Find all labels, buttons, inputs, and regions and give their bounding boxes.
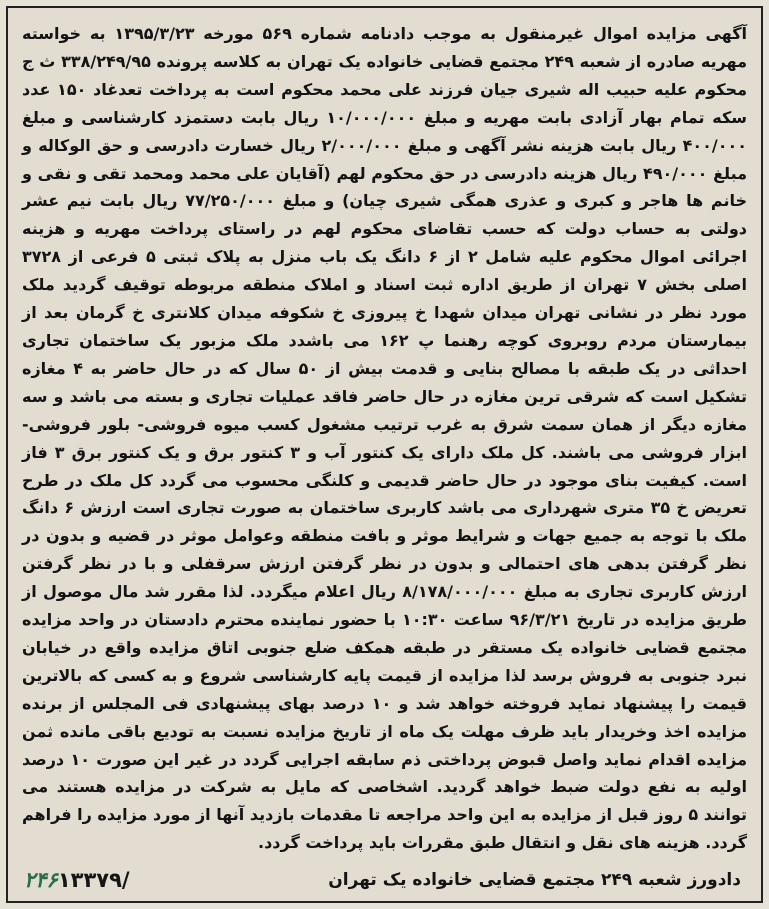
notice-footer — [14, 867, 755, 893]
handwritten-ref: ۲۴۶ — [24, 868, 58, 892]
notice-body-text: آگهی مزایده اموال غیرمنقول به موجب دادنامه شماره ۵۶۹ مورخه ۱۳۹۵/۳/۲۳ به خواسته مهریه صادره از شعبه ۲۴۹ مجتمع قضایی خانواده یک تهران به کلاسه پرونده ۳۳۸/۲۴۹/۹۵ ث ج محکوم علیه حبیب اله شیری جیان فرزند علی محمد محکوم است به پرداخت تعدغاد ۱۵۰ عدد سکه تمام بهار آزادی بابت مهریه و مبلغ ۱۰/۰۰۰/۰۰۰ ریال بابت دستمزد کارشناسی و مبلغ ۴۰۰/۰۰۰ ریال بابت هزینه نشر آگهی و مبلغ ۲/۰۰۰/۰۰۰ ریال خسارت دادرسی و حق الوکاله و مبلغ ۴۹۰/۰۰۰ ریال هزینه دادرسی در حق محکوم لهم (آقایان علی محمد ومحمد تقی و نقی و خانم ها هاجر و کبری و عذری همگی شیری چیان) و مبلغ ۷۷/۲۵۰/۰۰۰ ریال بابت نیم عشر دولتی به حساب دولت که حسب تقاضای محکوم لهم در راستای پرداخت مهریه و هزینه اجرائی اموال محکوم علیه شامل ۲ از ۶ دانگ یک باب منزل به پلاک ثبتی ۵ فرعی از ۳۷۲۸ اصلی بخش ۷ تهران از طریق اداره ثبت اسناد و املاک منطقه مربوطه توقیف گردید ملک مورد نظر در نشانی تهران میدان شهدا خ پیروزی خ شکوفه میدان کلانتری خ گرمان بعد از بیمارستان مردم روبروی کوچه رهنما پ ۱۶۲ می باشدد ملک مزبور یک ساختمان تجاری احداثی در یک طبقه با مصالح بنایی و قدمت بیش از ۵۰ سال که در حال حاضر به ۴ مغازه تشکیل است که شرقی ترین مغازه در حال حاضر فاقد عملیات تجاری و بسته می باشد و سه مغازه دیگر از همان سمت شرق به غرب ترتیب مشغول کسب میوه فروشی- بلور فروشی- ابزار فروشی می باشند. کل ملک دارای یک کنتور آب و ۳ کنتور برق و یک کنتور برق ۳ فاز است. کیفیت بنای موجود در حال حاضر قدیمی و کلنگی محسوب می گردد کل ملک در طرح تعریض خ ۳۵ متری شهرداری می باشد کاربری ساختمان به صورت تجاری است ارزش ۶ دانگ ملک با توجه به جمیع جهات و شرایط موثر و بافت منطقه وعوامل موثر در قضیه و بدون در نظر گرفتن بدهی های احتمالی و بدون در نظر گرفتن ارزش سرقفلی و با در نظر گرفتن ارزش کاربری تجاری به مبلغ ۸/۱۷۸/۰۰۰/۰۰۰ ریال اعلام میگردد. لذا مقرر شد مال موصول از طریق مزایده در تاریخ ۹۶/۳/۲۱ ساعت ۱۰:۳۰ با حضور نماینده محترم دادستان در واحد مزایده مجتمع قضایی خانواده یک مستقر در طبقه همکف ضلع جنوبی اتاق مزایده واقع در خیابان نبرد جنوبی به فروش برسد لذا مزایده از قیمت پایه کارشناسی شروع و به کسی که بالاترین قیمت را پیشنهاد نماید فروخته خواهد شد و ۱۰ درصد بهای پیشنهادی فی المجلس از برنده مزایده اخذ وخریدار باید ظرف مهلت یک ماه از تاریخ مزایده نسبت به تودیع باقی مانده ثمن مزایده اقدام نماید واصل قبوض پرداختی ذم سابقه اجرایی گردد در غیر این صورت ۱۰ درصد اولیه به نفع دولت ضبط خواهد گردید. اشخاصی که مایل به شرکت در مزایده هستند می توانند ۵ روز قبل از مزایده به این واحد مراجعه تا مقدمات بازدید آنها از مورد مزایده را فراهم گردد. هزینه های نقل و انتقال طبق مقررات باید پرداخت گردد. — [22, 24, 748, 853]
reference-number — [14, 868, 130, 892]
notice-frame — [6, 6, 763, 903]
printed-ref: ۱۳۳۷۹/ — [57, 868, 130, 892]
issuer-signature: دادورز شعبه ۲۴۹ مجتمع قضایی خانواده یک تهران — [328, 870, 741, 890]
